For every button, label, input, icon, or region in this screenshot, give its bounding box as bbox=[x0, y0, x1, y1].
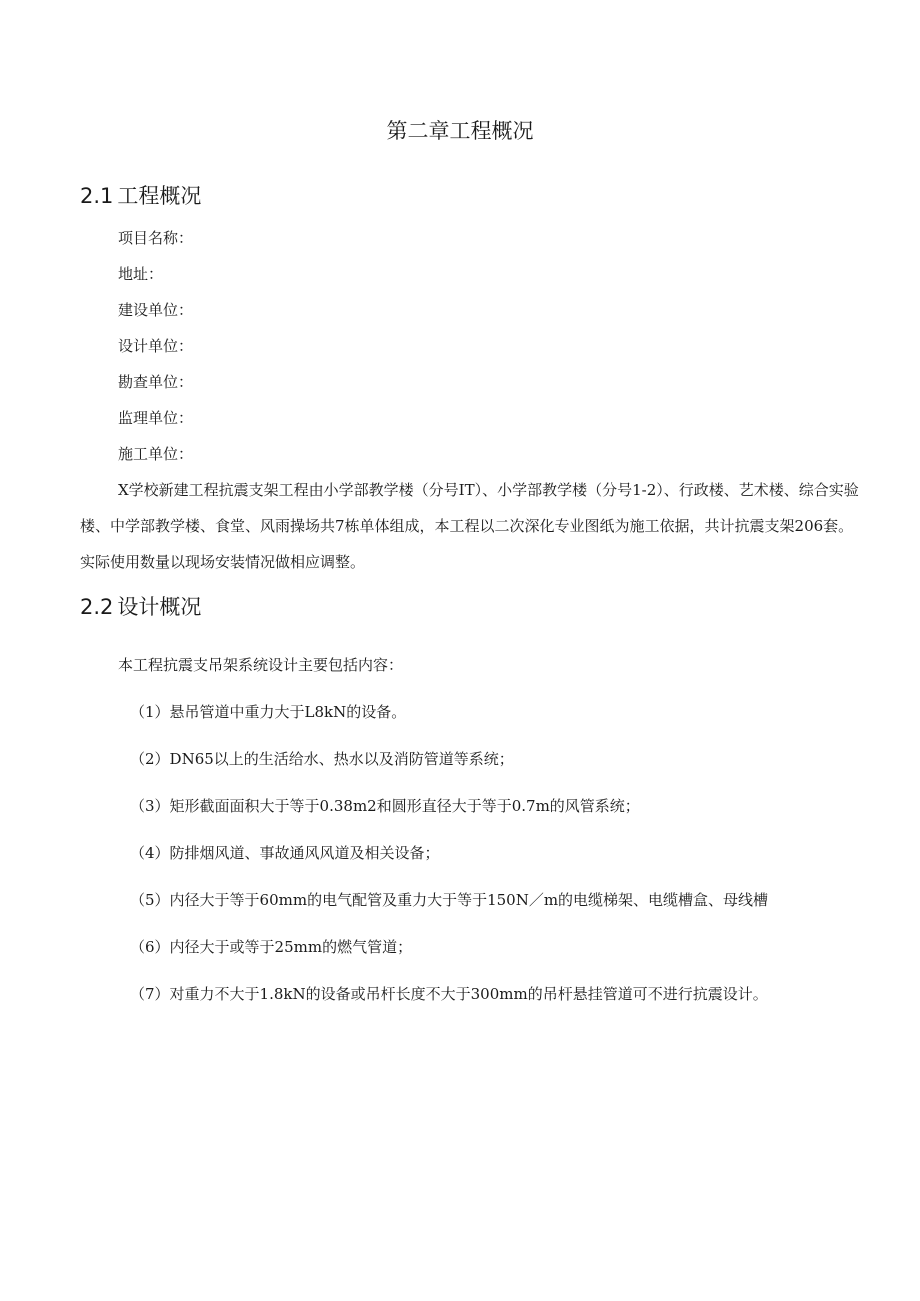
list-item: （3）矩形截面面积大于等于0.38m2和圆形直径大于等于0.7m的风管系统； bbox=[130, 797, 640, 815]
section-heading-2-2 bbox=[80, 592, 201, 622]
field-design-unit: 设计单位： bbox=[118, 337, 194, 355]
list-item: （4）防排烟风道、事故通风风道及相关设备； bbox=[130, 844, 440, 862]
list-item: （7）对重力不大于1.8kN的设备或吊杆长度不大于300mm的吊杆悬挂管道可不进行抗震设计。 bbox=[130, 985, 768, 1003]
section-title: 设计概况 bbox=[117, 595, 202, 619]
list-item: （2）DN65以上的生活给水、热水以及消防管道等系统； bbox=[130, 750, 514, 768]
list-item: （5）内径大于等于60mm的电气配管及重力大于等于150N／m的电缆梯架、电缆槽盒、母线槽 bbox=[130, 891, 769, 909]
field-project-name: 项目名称： bbox=[118, 229, 194, 247]
list-item: （1）悬吊管道中重力大于L8kN的设备。 bbox=[130, 703, 407, 721]
field-construction-unit: 建设单位： bbox=[118, 301, 194, 319]
list-item: （6）内径大于或等于25mm的燃气管道； bbox=[130, 938, 413, 956]
section-number: 2.2 bbox=[80, 595, 114, 619]
chapter-title: 第二章工程概况 bbox=[386, 119, 534, 143]
section-number: 2.1 bbox=[80, 184, 114, 208]
field-supervision-unit: 监理单位： bbox=[118, 409, 194, 427]
section-heading-2-1 bbox=[80, 181, 201, 211]
project-description: X学校新建工程抗震支架工程由小学部教学楼（分号IT）、小学部教学楼（分号1-2）、行政楼、艺术楼、综合实验楼、中学部教学楼、食堂、风雨操场共7栋单体组成，本工程以二次深化专业图纸为施工依据，共计抗震支架206套。实际使用数量以现场安装情况做相应调整。 bbox=[80, 481, 859, 571]
section-title: 工程概况 bbox=[117, 184, 202, 208]
field-survey-unit: 勘查单位： bbox=[118, 373, 194, 391]
field-contractor-unit: 施工单位： bbox=[118, 445, 194, 463]
field-address: 地址： bbox=[118, 265, 164, 283]
design-intro: 本工程抗震支吊架系统设计主要包括内容： bbox=[118, 656, 404, 674]
